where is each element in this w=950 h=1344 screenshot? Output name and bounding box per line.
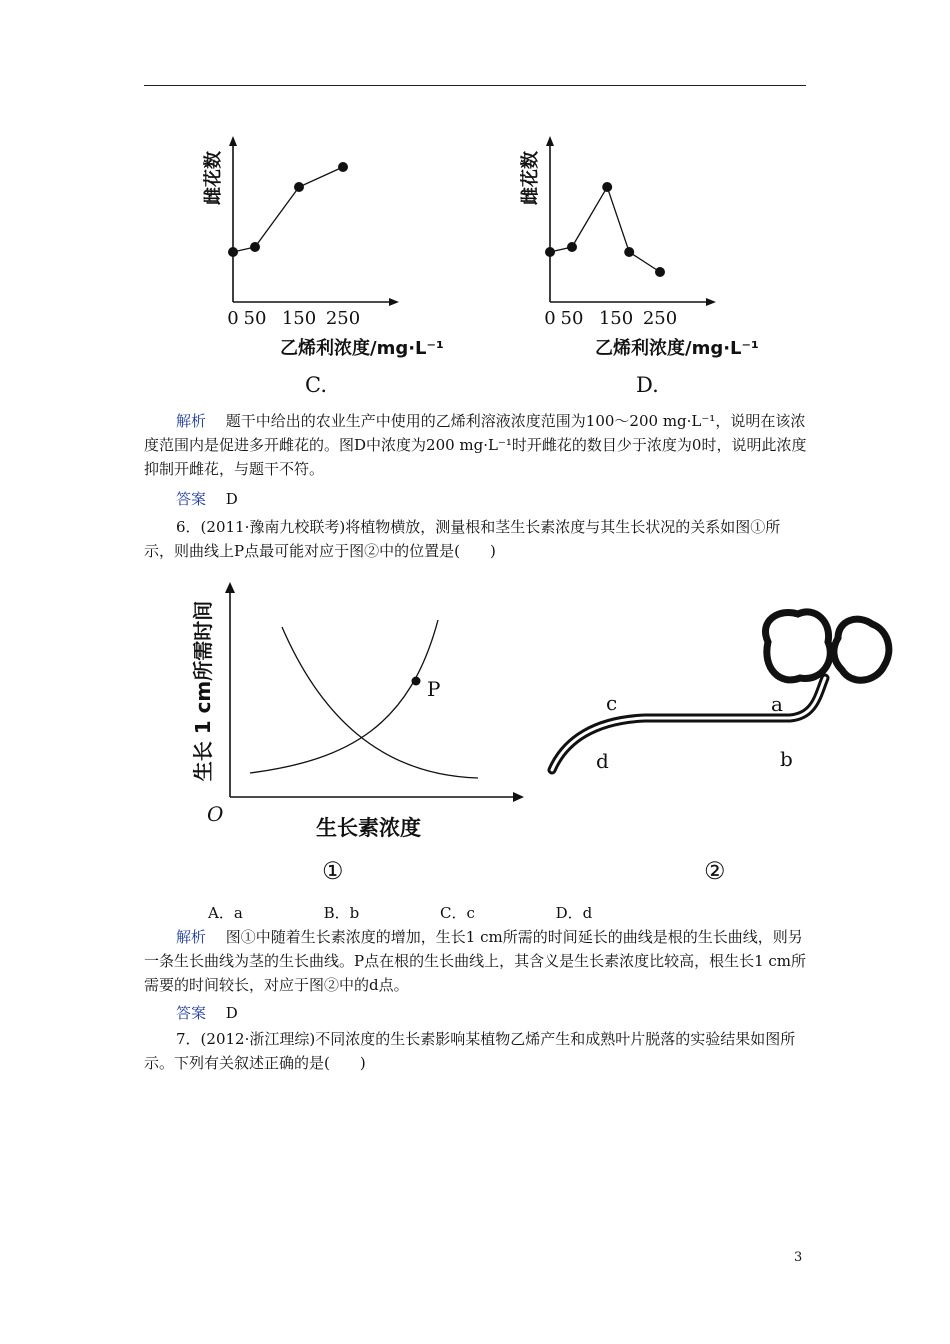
q6-answer-tag: 答案	[176, 1004, 207, 1022]
figure-2-seedling	[540, 600, 902, 890]
q5-answer-value: D	[225, 490, 238, 508]
figure-1-xlabel: 生长素浓度	[316, 816, 421, 840]
chart-c-point-0	[228, 247, 238, 257]
figure-2-label-d: d	[596, 749, 609, 773]
figure-2-label-b: b	[780, 747, 793, 771]
chart-d-point-3	[624, 247, 634, 257]
chart-c-tick-1: 50	[243, 308, 267, 329]
chart-c-series-line	[233, 167, 343, 252]
chart-c-tick-2: 150	[281, 308, 317, 329]
q6-options	[144, 901, 808, 925]
chart-d-point-2	[602, 182, 612, 192]
chart-c-xlabel: 乙烯利浓度/mg·L⁻¹	[280, 338, 444, 359]
chart-d-tick-0: 0	[544, 308, 556, 329]
q6-option-a: A．a	[208, 904, 243, 922]
chart-c-point-3	[338, 162, 348, 172]
q7-stem: 7．(2012·浙江理综)不同浓度的生长素影响某植物乙烯产生和成熟叶片脱落的实验结果如图所示。下列有关叙述正确的是( )	[144, 1030, 796, 1072]
chart-d-tick-3: 250	[642, 308, 678, 329]
q6-analysis-tag: 解析	[176, 928, 207, 946]
chart-d-point-1	[567, 242, 577, 252]
q5-analysis-text: 题干中给出的农业生产中使用的乙烯利溶液浓度范围为100～200 mg·L⁻¹，说明在该浓度范围内是促进多开雌花的。图D中浓度为200 mg·L⁻¹时开雌花的数目少于浓度为0时，说明此浓度抑制开雌花，与题干不符。	[144, 412, 807, 478]
q6-option-b: B．b	[323, 904, 360, 922]
figure-2-label-a: a	[771, 692, 783, 716]
figure-2-cotyledon-left	[765, 612, 830, 680]
chart-c	[195, 130, 485, 400]
chart-d-point-0	[545, 247, 555, 257]
figure-2-cotyledon-right	[834, 619, 889, 680]
chart-d-point-4	[655, 267, 665, 277]
q6-analysis-text: 图①中随着生长素浓度的增加，生长1 cm所需的时间延长的曲线是根的生长曲线，则另一条生长曲线为茎的生长曲线。P点在根的生长曲线上，其含义是生长素浓度比较高，根生长1 cm所需要的时间较长，对应于图②中的d点。	[144, 928, 807, 994]
q6-option-d: D．d	[555, 904, 593, 922]
q5-answer-tag: 答案	[176, 490, 207, 508]
chart-c-tick-0: 0	[227, 308, 239, 329]
chart-c-point-2	[294, 182, 304, 192]
chart-d-tick-1: 50	[560, 308, 584, 329]
figure-1-ylabel: 生长 1 cm所需时间	[191, 600, 215, 782]
chart-d	[512, 130, 802, 400]
chart-c-panel-label: C.	[305, 373, 327, 397]
q5-analysis	[144, 409, 808, 481]
chart-d-tick-2: 150	[598, 308, 634, 329]
chart-c-ylabel: 雌花数	[203, 151, 224, 205]
q6-option-c: C．c	[439, 904, 475, 922]
chart-c-tick-3: 250	[325, 308, 361, 329]
chart-d-panel-label: D.	[636, 373, 659, 397]
page-number: 3	[794, 1250, 803, 1265]
chart-d-ylabel: 雌花数	[520, 151, 541, 205]
figure-1-root-curve	[250, 620, 441, 773]
figure-1-stem-curve	[282, 627, 478, 778]
q5-analysis-tag: 解析	[176, 412, 207, 430]
q6-analysis	[144, 925, 808, 997]
figure-1-point-label: P	[427, 677, 441, 701]
q6-answer-value: D	[225, 1004, 238, 1022]
figure-1-origin: O	[207, 802, 224, 826]
q6-answer	[144, 1001, 808, 1025]
header-rule	[144, 85, 806, 86]
figure-1-caption: ①	[322, 857, 344, 885]
figure-1-point-p	[412, 677, 421, 686]
q5-answer	[144, 487, 808, 511]
q6-stem: 6．(2011·豫南九校联考)将植物横放，测量根和茎生长素浓度与其生长状况的关系如图①所示，则曲线上P点最可能对应于图②中的位置是( )	[144, 518, 781, 560]
figure-2-label-c: c	[606, 691, 618, 715]
chart-d-series-line	[550, 187, 660, 272]
figure-2-caption: ②	[704, 857, 726, 885]
figure-1-growth-curves	[180, 575, 540, 890]
chart-c-point-1	[250, 242, 260, 252]
chart-d-xlabel: 乙烯利浓度/mg·L⁻¹	[595, 338, 759, 359]
